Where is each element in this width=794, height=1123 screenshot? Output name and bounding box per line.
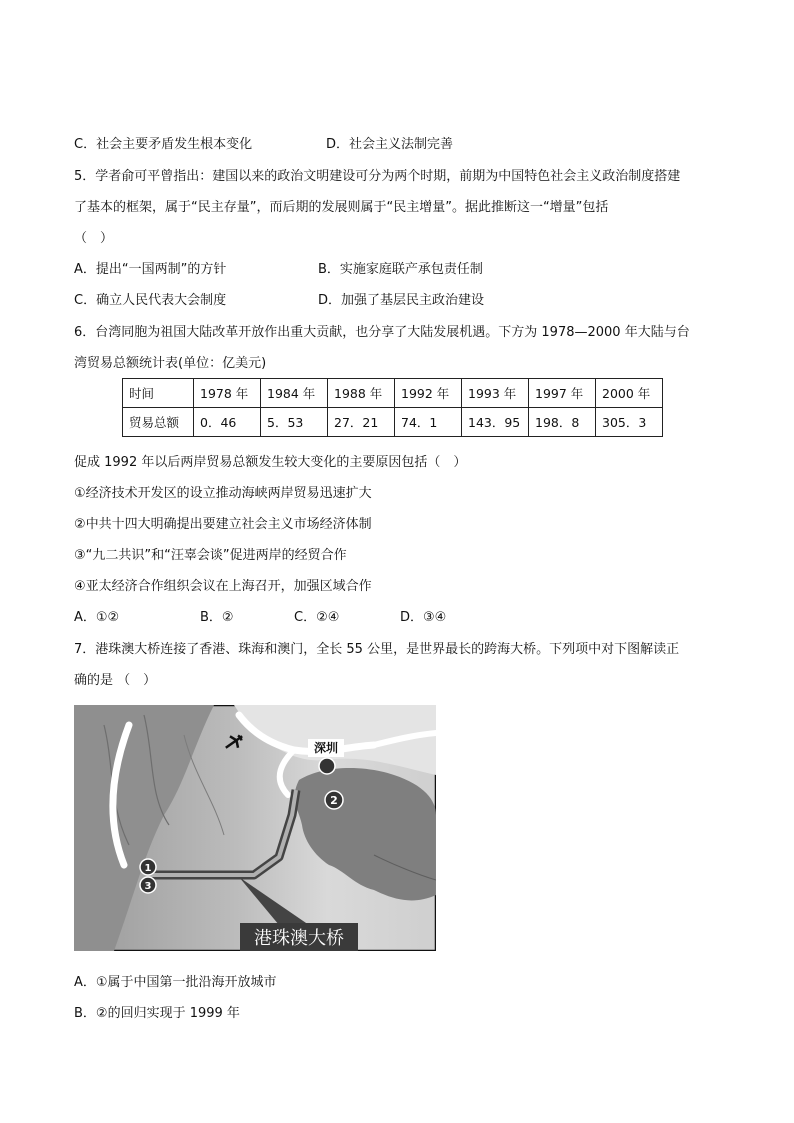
- q5-option-d: D．加强了基层民主政治建设: [318, 293, 485, 308]
- marker-2-label: 2: [330, 794, 338, 807]
- q7-option-b: B．②的回归实现于 1999 年: [74, 1006, 240, 1021]
- table-cell-value: 305．3: [596, 408, 663, 437]
- q5-stem-line1: 5．学者俞可平曾指出：建国以来的政治文明建设可分为两个时期，前期为中国特色社会主义政治制度搭建: [74, 169, 681, 184]
- table-header-total: 贸易总额: [123, 408, 194, 437]
- table-cell-year: 1993 年: [462, 379, 529, 408]
- q6-question: 促成 1992 年以后两岸贸易总额发生较大变化的主要原因包括（ ）: [74, 455, 467, 470]
- marker-3-label: 3: [144, 881, 152, 892]
- bridge-map: [74, 705, 436, 951]
- q6-option-d: D．③④: [400, 610, 447, 625]
- bridge-label: 港珠澳大桥: [254, 928, 344, 949]
- table-cell-year: 1978 年: [194, 379, 261, 408]
- q6-stem-line1: 6．台湾同胞为祖国大陆改革开放作出重大贡献，也分享了大陆发展机遇。下方为 1978—2000 年大陆与台: [74, 325, 690, 340]
- q5-option-b: B．实施家庭联产承包责任制: [318, 262, 483, 277]
- shenzhen-marker-icon: [319, 758, 335, 774]
- q6-option-c: C．②④: [294, 610, 340, 625]
- q5-option-a: A．提出“一国两制”的方针: [74, 262, 227, 277]
- table-row-values: [123, 408, 663, 437]
- q7-stem-line1: 7．港珠澳大桥连接了香港、珠海和澳门，全长 55 公里，是世界最长的跨海大桥。下列项中对下图解读正: [74, 642, 680, 657]
- shenzhen-label: 深圳: [313, 741, 339, 755]
- q7-option-a: A．①属于中国第一批沿海开放城市: [74, 975, 277, 990]
- q6-option-b: B．②: [200, 610, 234, 625]
- q6-item-3: ③“九二共识”和“汪辜会谈”促进两岸的经贸合作: [74, 548, 347, 563]
- table-cell-value: 27．21: [328, 408, 395, 437]
- q6-stem-line2: 湾贸易总额统计表(单位：亿美元): [74, 356, 267, 371]
- table-cell-year: 1988 年: [328, 379, 395, 408]
- table-cell-value: 198．8: [529, 408, 596, 437]
- q6-item-2: ②中共十四大明确提出要建立社会主义市场经济体制: [74, 517, 372, 532]
- trade-table: [122, 378, 663, 437]
- q4-option-c: C．社会主要矛盾发生根本变化: [74, 137, 253, 152]
- q5-option-c: C．确立人民代表大会制度: [74, 293, 227, 308]
- q6-item-1: ①经济技术开发区的设立推动海峡两岸贸易迅速扩大: [74, 486, 372, 501]
- table-cell-value: 5．53: [261, 408, 328, 437]
- table-cell-year: 1992 年: [395, 379, 462, 408]
- table-cell-value: 143．95: [462, 408, 529, 437]
- q5-stem-line2: 了基本的框架，属于“民主存量”，而后期的发展则属于“民主增量”。据此推断这一“增量”包括: [74, 200, 609, 215]
- table-cell-value: 74．1: [395, 408, 462, 437]
- marker-1-label: 1: [144, 863, 152, 874]
- q6-option-a: A．①②: [74, 610, 120, 625]
- table-cell-year: 1984 年: [261, 379, 328, 408]
- table-cell-year: 2000 年: [596, 379, 663, 408]
- table-cell-year: 1997 年: [529, 379, 596, 408]
- q6-item-4: ④亚太经济合作组织会议在上海召开，加强区域合作: [74, 579, 372, 594]
- q5-bracket: （ ）: [74, 231, 114, 246]
- table-row-years: [123, 379, 663, 408]
- table-header-time: 时间: [123, 379, 194, 408]
- q7-stem-line2: 确的是 （ ）: [74, 673, 157, 688]
- q4-option-d: D．社会主义法制完善: [326, 137, 454, 152]
- table-cell-value: 0．46: [194, 408, 261, 437]
